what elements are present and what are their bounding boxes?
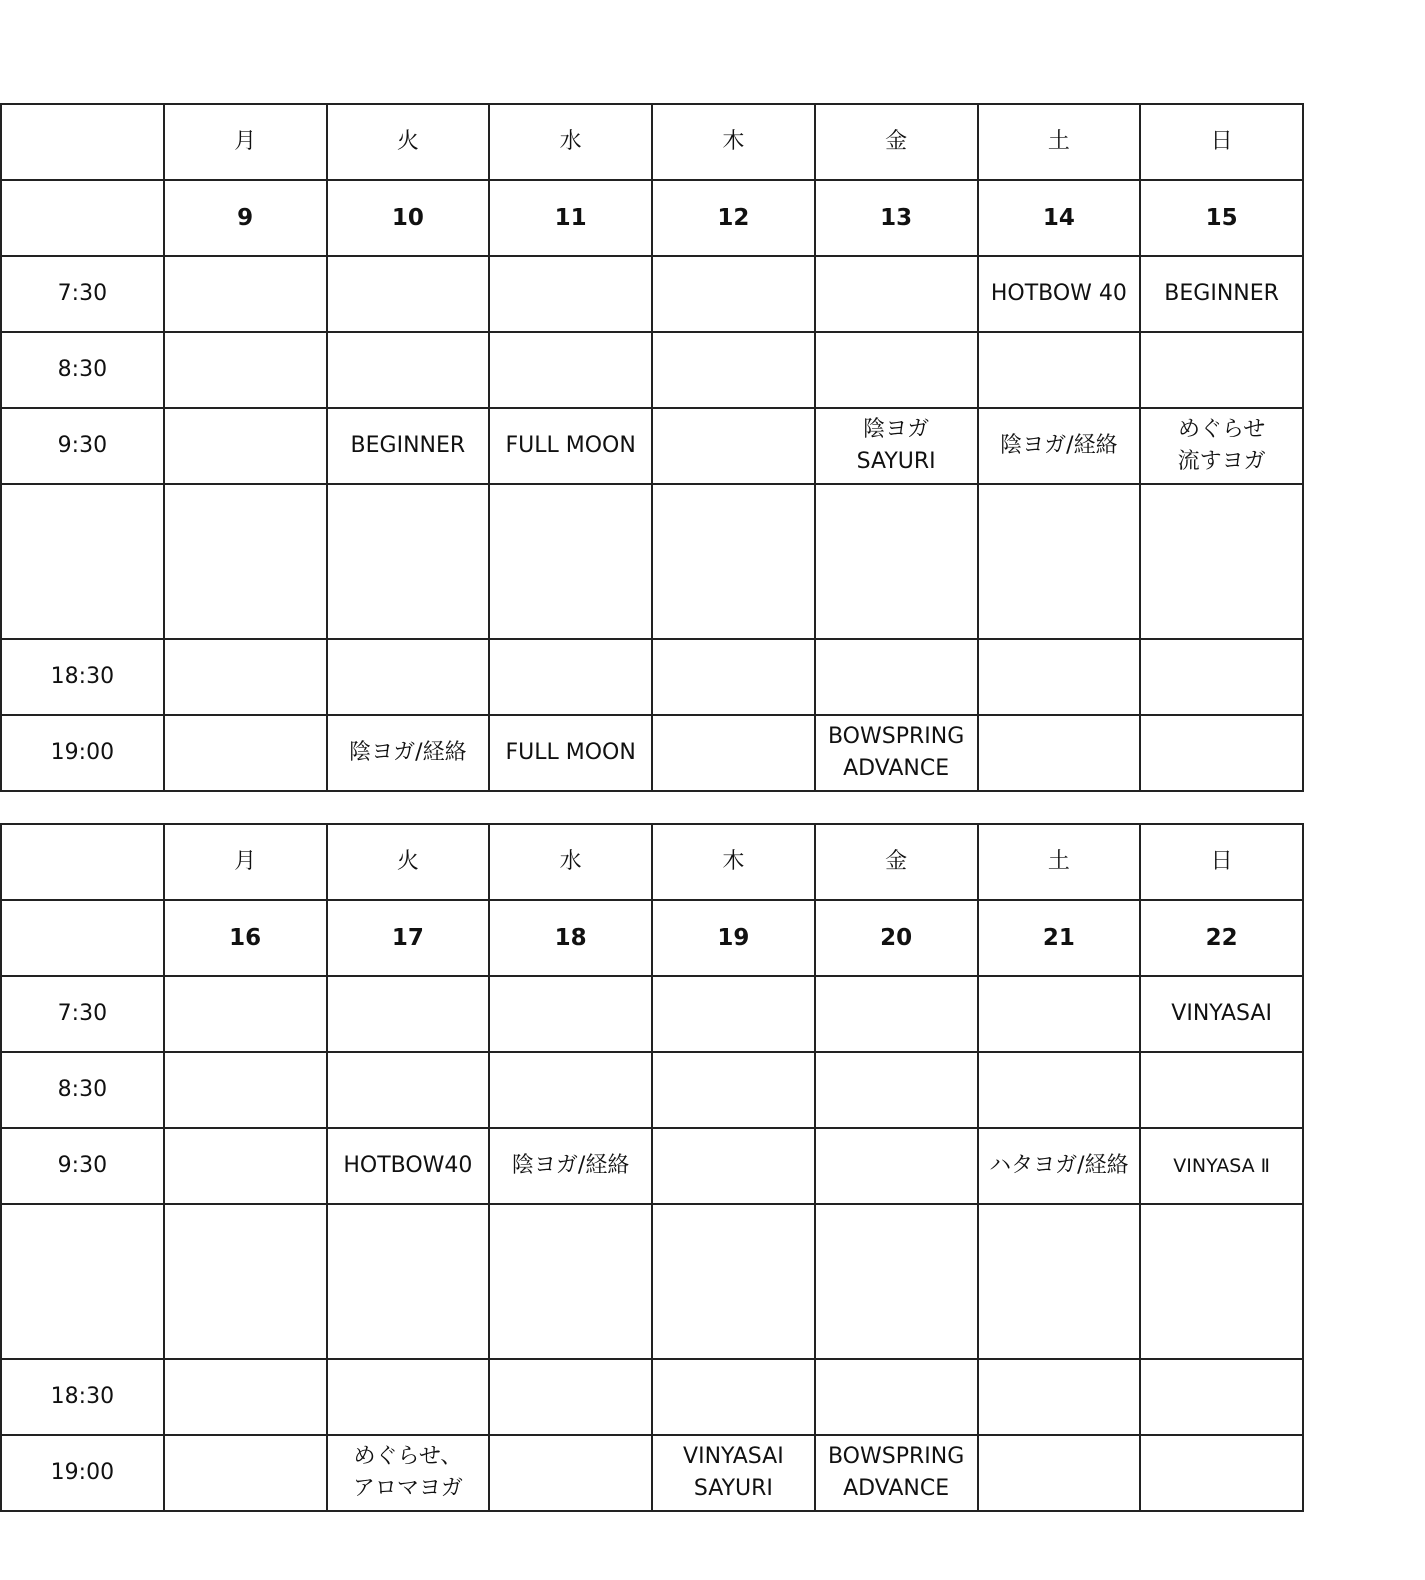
class-cell [1140,332,1303,408]
weekday-cell: 土 [978,824,1141,900]
class-cell: めぐらせ、 アロマヨガ [327,1435,490,1511]
date-cell: 10 [327,180,490,256]
class-cell [327,484,490,639]
class-cell: 陰ヨガ SAYURI [815,408,978,484]
class-cell [327,976,490,1052]
class-cell [489,1435,652,1511]
time-cell: 18:30 [1,1359,164,1435]
class-cell: BOWSPRING ADVANCE [815,715,978,791]
weekday-cell: 日 [1140,824,1303,900]
class-cell: VINYASAⅠ [1140,976,1303,1052]
time-cell: 19:00 [1,1435,164,1511]
class-cell [489,639,652,715]
class-cell [815,332,978,408]
class-cell: VINYASA Ⅱ [1140,1128,1303,1204]
date-cell: 11 [489,180,652,256]
class-cell [652,1052,815,1128]
class-cell: BEGINNER [327,408,490,484]
class-cell [652,976,815,1052]
class-cell [978,715,1141,791]
class-cell [327,332,490,408]
class-cell [978,332,1141,408]
class-cell [652,332,815,408]
weekday-cell: 月 [164,824,327,900]
date-cell: 12 [652,180,815,256]
class-cell [164,1052,327,1128]
class-cell [164,1204,327,1359]
class-cell [978,1052,1141,1128]
class-cell: HOTBOW40 [327,1128,490,1204]
time-slot-row [1,332,1303,408]
class-cell [1140,1435,1303,1511]
class-cell: めぐらせ 流すヨガ [1140,408,1303,484]
date-cell: 14 [978,180,1141,256]
time-slot-row [1,256,1303,332]
week-2-schedule-table [0,823,1304,1512]
class-cell [489,1359,652,1435]
weekday-cell: 火 [327,104,490,180]
class-cell [815,484,978,639]
class-cell [164,1359,327,1435]
class-cell [815,1359,978,1435]
class-cell [1140,484,1303,639]
weekday-cell: 日 [1140,104,1303,180]
class-cell [327,1204,490,1359]
class-cell [164,1128,327,1204]
weekday-cell: 土 [978,104,1141,180]
time-cell [1,1204,164,1359]
spacer-row [1,1204,1303,1359]
class-cell: 陰ヨガ/経絡 [327,715,490,791]
weekday-cell: 火 [327,824,490,900]
class-cell [815,1128,978,1204]
date-cell: 15 [1140,180,1303,256]
class-cell [815,1052,978,1128]
class-cell [164,408,327,484]
weekday-header-row [1,104,1303,180]
time-cell: 7:30 [1,976,164,1052]
class-cell [815,256,978,332]
class-cell [327,256,490,332]
class-cell [1140,1359,1303,1435]
class-cell [1140,715,1303,791]
time-slot-row [1,715,1303,791]
date-cell: 19 [652,900,815,976]
class-cell [815,639,978,715]
class-cell [489,1052,652,1128]
time-slot-row [1,1435,1303,1511]
class-cell [164,1435,327,1511]
class-cell [652,484,815,639]
class-cell [978,639,1141,715]
class-cell [978,1435,1141,1511]
time-slot-row [1,639,1303,715]
time-cell: 7:30 [1,256,164,332]
class-cell [978,484,1141,639]
class-cell: BEGINNER [1140,256,1303,332]
weekday-cell: 月 [164,104,327,180]
class-cell [164,256,327,332]
spacer-row [1,484,1303,639]
weekday-cell: 水 [489,104,652,180]
class-cell [978,1359,1141,1435]
class-cell [489,1204,652,1359]
date-cell: 17 [327,900,490,976]
week-1-schedule-table [0,103,1304,792]
class-cell: 陰ヨガ/経絡 [978,408,1141,484]
class-cell [489,332,652,408]
weekday-cell: 金 [815,104,978,180]
time-slot-row [1,1359,1303,1435]
class-cell [1140,1052,1303,1128]
class-cell [815,1204,978,1359]
weekday-cell: 水 [489,824,652,900]
class-cell [652,639,815,715]
time-cell [1,484,164,639]
date-cell: 13 [815,180,978,256]
time-slot-row [1,1052,1303,1128]
class-cell [652,408,815,484]
corner-cell [1,104,164,180]
weekday-cell: 木 [652,104,815,180]
class-cell [164,639,327,715]
class-cell: VINYASAⅠ SAYURI [652,1435,815,1511]
class-cell [1140,639,1303,715]
class-cell: FULL MOON [489,715,652,791]
date-row [1,180,1303,256]
class-cell [815,976,978,1052]
date-row [1,900,1303,976]
time-slot-row [1,976,1303,1052]
class-cell [489,976,652,1052]
class-cell [1140,1204,1303,1359]
time-cell: 9:30 [1,408,164,484]
class-cell [489,484,652,639]
time-cell: 18:30 [1,639,164,715]
class-cell [327,639,490,715]
time-cell: 8:30 [1,1052,164,1128]
class-cell: ハタヨガ/経絡 [978,1128,1141,1204]
corner-cell [1,180,164,256]
weekday-header-row [1,824,1303,900]
class-cell [978,976,1141,1052]
weekday-cell: 金 [815,824,978,900]
time-cell: 19:00 [1,715,164,791]
class-cell [652,256,815,332]
time-slot-row [1,408,1303,484]
class-cell: 陰ヨガ/経絡 [489,1128,652,1204]
date-cell: 22 [1140,900,1303,976]
class-cell: BOWSPRING ADVANCE [815,1435,978,1511]
date-cell: 9 [164,180,327,256]
class-cell [652,1128,815,1204]
date-cell: 18 [489,900,652,976]
class-cell: FULL MOON [489,408,652,484]
class-cell [327,1359,490,1435]
class-cell: HOTBOW 40 [978,256,1141,332]
time-slot-row [1,1128,1303,1204]
time-cell: 8:30 [1,332,164,408]
class-cell [652,715,815,791]
class-cell [164,976,327,1052]
class-cell [164,332,327,408]
corner-cell [1,900,164,976]
time-cell: 9:30 [1,1128,164,1204]
date-cell: 16 [164,900,327,976]
weekday-cell: 木 [652,824,815,900]
class-cell [489,256,652,332]
class-cell [978,1204,1141,1359]
class-cell [652,1359,815,1435]
class-cell [652,1204,815,1359]
class-cell [164,715,327,791]
class-cell [164,484,327,639]
corner-cell [1,824,164,900]
date-cell: 20 [815,900,978,976]
date-cell: 21 [978,900,1141,976]
class-cell [327,1052,490,1128]
